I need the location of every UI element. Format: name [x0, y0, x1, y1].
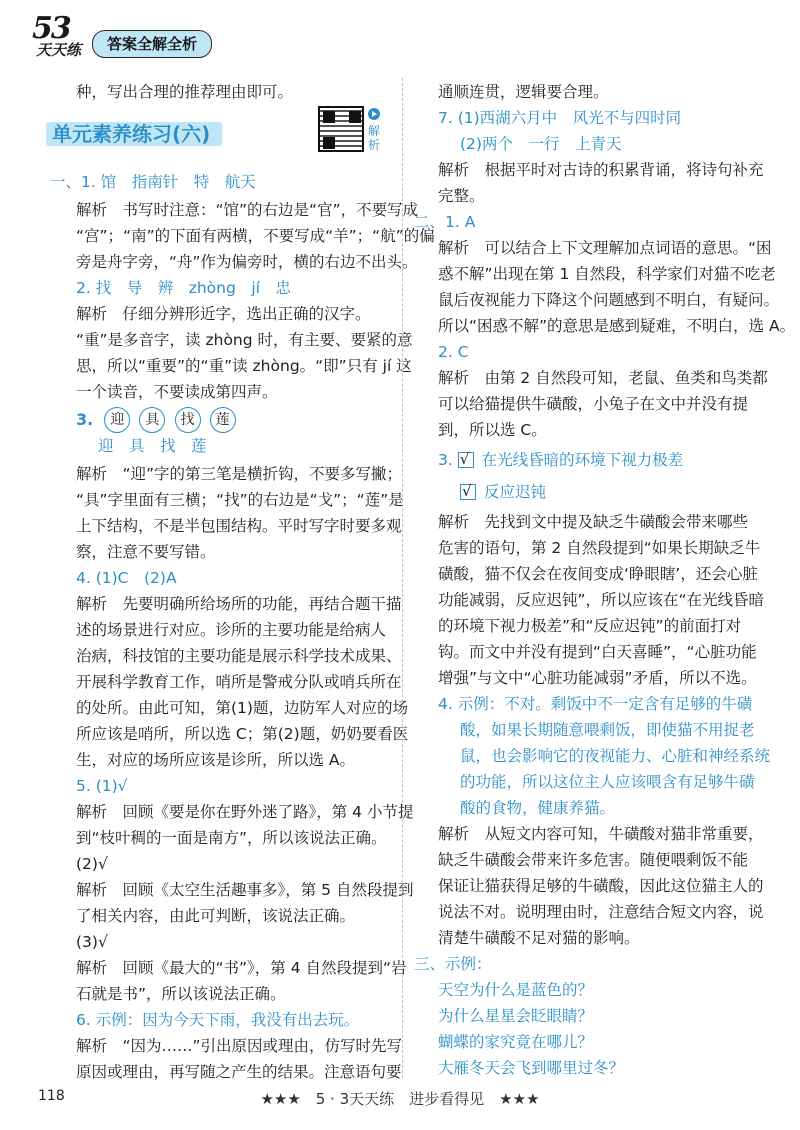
circle-char: 莲 — [210, 407, 236, 433]
q2-3-answer-1: 3. √ 在光线昏暗的环境下视力极差 — [438, 450, 683, 470]
right-line: 酸的食物，健康养猫。 — [460, 799, 616, 817]
left-line: 治病，科技馆的主要功能是展示科学技术成果、 — [76, 647, 402, 665]
left-line: 5. (1)√ — [76, 777, 128, 795]
left-line: 解析 回顾《要是你在野外迷了路》，第 4 小节提 — [76, 803, 414, 821]
left-line: 解析 回顾《太空生活趣事多》，第 5 自然段提到 — [76, 881, 414, 899]
left-line: 解析 先要明确所给场所的功能，再结合题干描 — [76, 595, 402, 613]
checkbox-icon — [460, 484, 476, 500]
right-line: 危害的语句，第 2 自然段提到“如果长期缺乏牛 — [438, 539, 761, 557]
circle-char: 找 — [175, 407, 201, 433]
right-line: 的功能，所以这位主人应该喂含有足够牛磺 — [460, 773, 755, 791]
right-line: 鼠，也会影响它的夜视能力、心脏和神经系统 — [460, 747, 771, 765]
q3-circle-row: 3. 迎 具 找 莲 — [76, 407, 240, 435]
right-line: 7. (1)西湖六月中 风光不与四时同 — [438, 109, 682, 127]
right-line: 惑不解”出现在第 1 自然段，科学家们对猫不吃老 — [438, 265, 776, 283]
q1-2-analysis-2: “重”是多音字，读 zhòng 时，有主要、要紧的意 — [76, 331, 413, 349]
checkbox-icon — [458, 452, 474, 468]
header-badge: 答案全解全析 — [92, 30, 212, 58]
left-line: 所应该是哨所，所以选 C；第(2)题，奶奶要看医 — [76, 725, 409, 743]
right-line: 所以“困惑不解”的意思是感到疑难，不明白，选 A。 — [438, 317, 796, 335]
q1-2-analysis-3: 思，所以“重要”的“重”读 zhòng。“即”只有 jí 这 — [76, 357, 412, 375]
logo-main: 53 — [32, 11, 70, 46]
q1-2-answer: 2. 找 导 辨 zhòng jí 忠 — [76, 279, 291, 297]
left-line: 原因或理由，再写随之产生的结果。注意语句要 — [76, 1063, 402, 1081]
right-line: 二、1. A — [414, 213, 476, 231]
right-line: 解析 由第 2 自然段可知，老鼠、鱼类和鸟类都 — [438, 369, 768, 387]
page-number: 118 — [38, 1088, 65, 1104]
footer-slogan: ★★★ 5 · 3天天练 进步看得见 ★★★ — [260, 1090, 540, 1108]
left-line: (2)√ — [76, 855, 108, 873]
right-line: 磺酸，猫不仅会在夜间变成‘睁眼瞎’，还会心脏 — [438, 565, 758, 583]
qr-code-icon[interactable] — [318, 106, 364, 152]
left-intro: 种，写出合理的推荐理由即可。 — [76, 83, 294, 101]
right-line: 保证让猫获得足够的牛磺酸，因此这位猫主人的 — [438, 877, 764, 895]
q1-2-analysis-4: 一个读音，不要读成第四声。 — [76, 383, 278, 401]
q1-1-analysis-3: 旁是舟字旁，“舟”作为偏旁时，横的右边不出头。 — [76, 253, 418, 271]
left-line: 4. (1)C (2)A — [76, 569, 177, 587]
section-title-box — [40, 112, 226, 148]
right-line: 大雁冬天会飞到哪里过冬？ — [438, 1059, 625, 1077]
page-footer — [0, 1088, 800, 1112]
right-line: 说法不对。说明理由时，注意结合短文内容，说 — [438, 903, 764, 921]
right-line: 通顺连贯，逻辑要合理。 — [438, 83, 609, 101]
left-line: 了相关内容，由此可判断，该说法正确。 — [76, 907, 356, 925]
right-line: 4. 示例：不对。剩饭中不一定含有足够的牛磺 — [438, 695, 753, 713]
page-header — [30, 11, 330, 59]
right-line: 解析 根据平时对古诗的积累背诵，将诗句补充 — [438, 161, 764, 179]
circle-char: 迎 — [104, 407, 130, 433]
q2-3-answer-2: √ 反应迟钝 — [460, 482, 546, 502]
left-line: 石就是书”，所以该说法正确。 — [76, 985, 286, 1003]
right-line: 解析 从短文内容可知，牛磺酸对猫非常重要， — [438, 825, 764, 843]
left-line: 到“枝叶稠的一面是南方”，所以该说法正确。 — [76, 829, 387, 847]
q1-1-analysis-1: 解析 书写时注意：“馆”的右边是“官”，不要写成 — [76, 201, 419, 219]
right-line: 蝴蝶的家究竟在哪儿？ — [438, 1033, 594, 1051]
right-line: 完整。 — [438, 187, 485, 205]
right-line: 鼠后夜视能力下降这个问题感到不明白，有疑问。 — [438, 291, 780, 309]
left-line: 述的场景进行对应。诊所的主要功能是给病人 — [76, 621, 387, 639]
left-line: 解析 回顾《最大的“书”》，第 4 自然段提到“岩 — [76, 959, 407, 977]
left-line: 的处所。由此可知，第(1)题，边防军人对应的场 — [76, 699, 408, 717]
right-line: 功能减弱，反应迟钝”，所以应该在“在光线昏暗 — [438, 591, 765, 609]
right-line: 增强”与文中“心脏功能减弱”矛盾，所以不选。 — [438, 669, 757, 687]
right-line: 可以给猫提供牛磺酸，小兔子在文中并没有提 — [438, 395, 749, 413]
q1-2-analysis-1: 解析 仔细分辨形近字，选出正确的汉字。 — [76, 305, 371, 323]
right-line: 钩。而文中并没有提到“白天喜睡”，“心脏功能 — [438, 643, 757, 661]
left-line: “具”字里面有三横；“找”的右边是“戈”；“莲”是 — [76, 491, 404, 509]
left-line: 开展科学教育工作，哨所是警戒分队或哨兵所在 — [76, 673, 402, 691]
left-line: (3)√ — [76, 933, 108, 951]
left-line: 解析 “迎”字的第三笔是横折钩，不要多写撇； — [76, 465, 403, 483]
q1-3-answer: 迎 具 找 莲 — [98, 437, 207, 455]
right-line: 2. C — [438, 343, 469, 361]
play-icon[interactable] — [368, 108, 380, 120]
logo-sub: 天天练 — [36, 41, 82, 59]
right-line: (2)两个 一行 上青天 — [460, 135, 622, 153]
right-line: 酸，如果长期随意喂剩饭，即使猫不用捉老 — [460, 721, 755, 739]
left-line: 生，对应的场所应该是诊所，所以选 A。 — [76, 751, 356, 769]
right-line: 三、示例： — [414, 955, 492, 973]
section-title: 单元素养练习(六) — [52, 122, 211, 146]
right-line: 天空为什么是蓝色的？ — [438, 981, 594, 999]
right-line: 解析 可以结合上下文理解加点词语的意思。“困 — [438, 239, 772, 257]
right-line: 解析 先找到文中提及缺乏牛磺酸会带来哪些 — [438, 513, 749, 531]
right-line: 到，所以选 C。 — [438, 421, 547, 439]
right-line: 缺乏牛磺酸会带来许多危害。随便喂剩饭不能 — [438, 851, 749, 869]
q1-1-answer: 一、1. 馆 指南针 特 航天 — [50, 173, 256, 191]
left-line: 上下结构，不是半包围结构。平时写字时要多观 — [76, 517, 402, 535]
left-line: 察，注意不要写错。 — [76, 543, 216, 561]
right-line: 的环境下视力极差”和“反应迟钝”的前面打对 — [438, 617, 742, 635]
right-line: 为什么星星会眨眼睛？ — [438, 1007, 594, 1025]
right-line: 清楚牛磺酸不足对猫的影响。 — [438, 929, 640, 947]
left-line: 解析 “因为……”引出原因或理由，仿写时先写 — [76, 1037, 403, 1055]
qr-label: 解析 — [368, 124, 381, 152]
q1-1-analysis-2: “宫”；“南”的下面有两横，不要写成“羊”；“航”的偏 — [76, 227, 435, 245]
circle-char: 具 — [139, 407, 165, 433]
column-divider — [402, 78, 403, 1078]
left-line: 6. 示例：因为今天下雨，我没有出去玩。 — [76, 1011, 360, 1029]
